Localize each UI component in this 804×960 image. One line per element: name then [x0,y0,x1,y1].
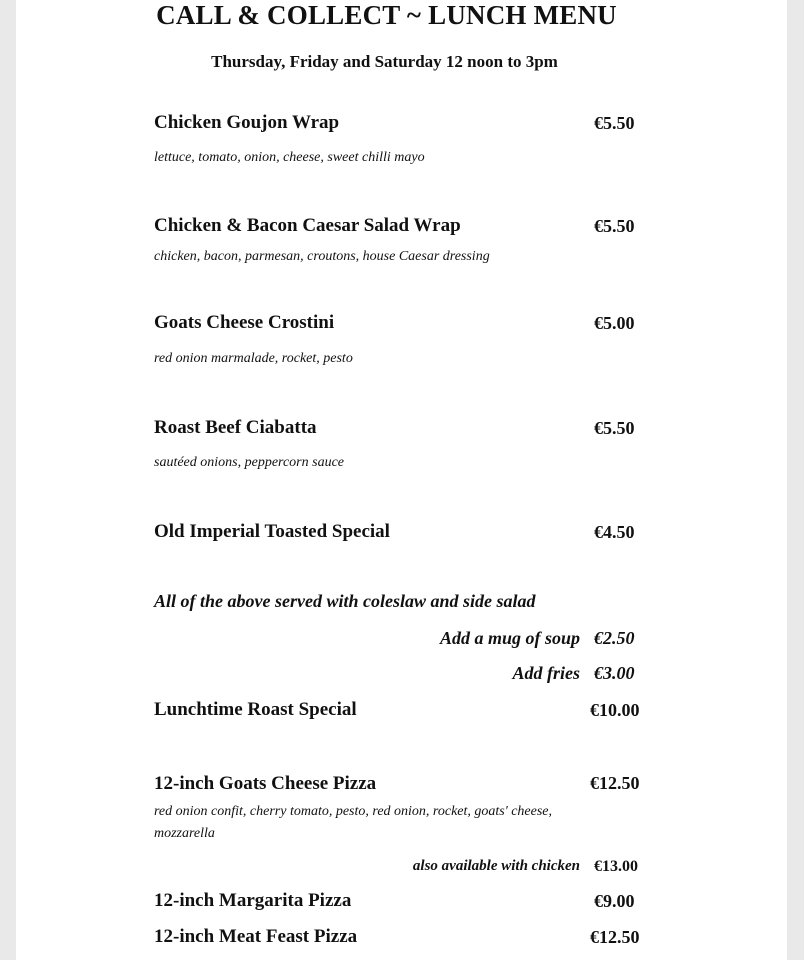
menu-item-description: lettuce, tomato, onion, cheese, sweet chilli mayo [154,150,425,165]
menu-item-price: €9.00 [594,891,635,911]
menu-item-description: chicken, bacon, parmesan, croutons, house Caesar dressing [154,249,490,264]
menu-item-name: Chicken Goujon Wrap [154,112,340,133]
menu-item-description: mozzarella [154,826,215,841]
variant-price: €13.00 [594,858,638,875]
addon-price: €3.00 [594,663,635,683]
menu-item-price: €5.50 [594,418,635,438]
menu-item-price: €12.50 [590,773,640,793]
menu-item-description: red onion marmalade, rocket, pesto [154,351,353,366]
menu-item-price: €12.50 [590,927,640,947]
opening-hours: Thursday, Friday and Saturday 12 noon to 3pm [211,52,558,71]
menu-item-price: €5.50 [594,113,635,133]
menu-item-price: €5.00 [594,313,635,333]
menu-item-description: sautéed onions, peppercorn sauce [154,455,344,470]
menu-item-name: Goats Cheese Crostini [154,312,335,333]
variant-label: also available with chicken [412,858,580,874]
served-with-note: All of the above served with coleslaw and side salad [154,591,536,611]
menu-item-name: Lunchtime Roast Special [154,699,357,720]
menu-page [16,0,787,960]
menu-item-price: €4.50 [594,522,635,542]
menu-item-name: 12-inch Margarita Pizza [154,890,352,911]
menu-item-name: Chicken & Bacon Caesar Salad Wrap [154,215,461,236]
menu-item-name: Roast Beef Ciabatta [154,417,317,438]
menu-item-name: 12-inch Goats Cheese Pizza [154,773,377,794]
menu-item-name: Old Imperial Toasted Special [154,521,390,542]
page-title: CALL & COLLECT ~ LUNCH MENU [156,0,617,30]
menu-item-name: 12-inch Meat Feast Pizza [154,926,358,947]
menu-item-description: red onion confit, cherry tomato, pesto, red onion, rocket, goats' cheese, [154,804,553,819]
addon-price: €2.50 [594,628,635,648]
addon-label: Add a mug of soup [439,628,580,648]
menu-item-price: €10.00 [590,700,640,720]
addon-label: Add fries [512,663,580,683]
menu-item-price: €5.50 [594,216,635,236]
